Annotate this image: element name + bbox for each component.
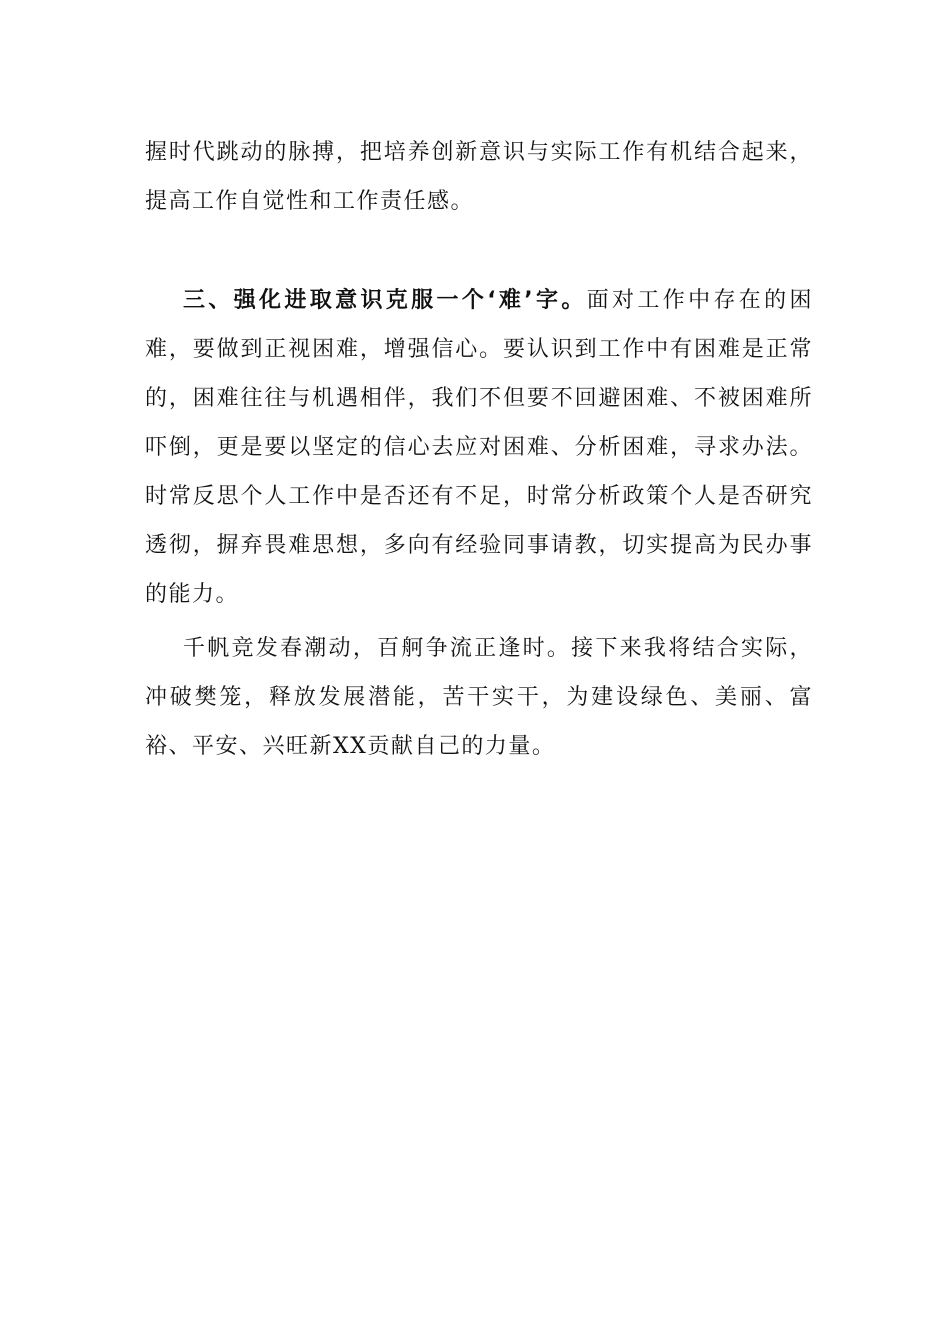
section-body: 面对工作中存在的困难，要做到正视困难，增强信心。要认识到工作中有困难是正常的，困难往往与机遇相伴，我们不但要不回避困难、不被困难所吓倒，更是要以坚定的信心去应对困难、分析困难，寻求办法。时常反思个人工作中是否还有不足，时常分析政策个人是否研究透彻，摒弃畏难思想，多向有经验同事请教，切实提高为民办事的能力。 — [145, 288, 813, 607]
paragraph-continuation: 握时代跳动的脉搏，把培养创新意识与实际工作有机结合起来，提高工作自觉性和工作责任感。 — [145, 140, 813, 214]
section-heading: 三、强化进取意识克服一个‘难’字。 — [183, 288, 587, 313]
paragraph-section-three — [145, 276, 813, 619]
paragraph-closing: 千帆竞发春潮动，百舸争流正逢时。接下来我将结合实际，冲破樊笼，释放发展潜能，苦干实干，为建设绿色、美丽、富裕、平安、兴旺新XX贡献自己的力量。 — [145, 636, 813, 759]
